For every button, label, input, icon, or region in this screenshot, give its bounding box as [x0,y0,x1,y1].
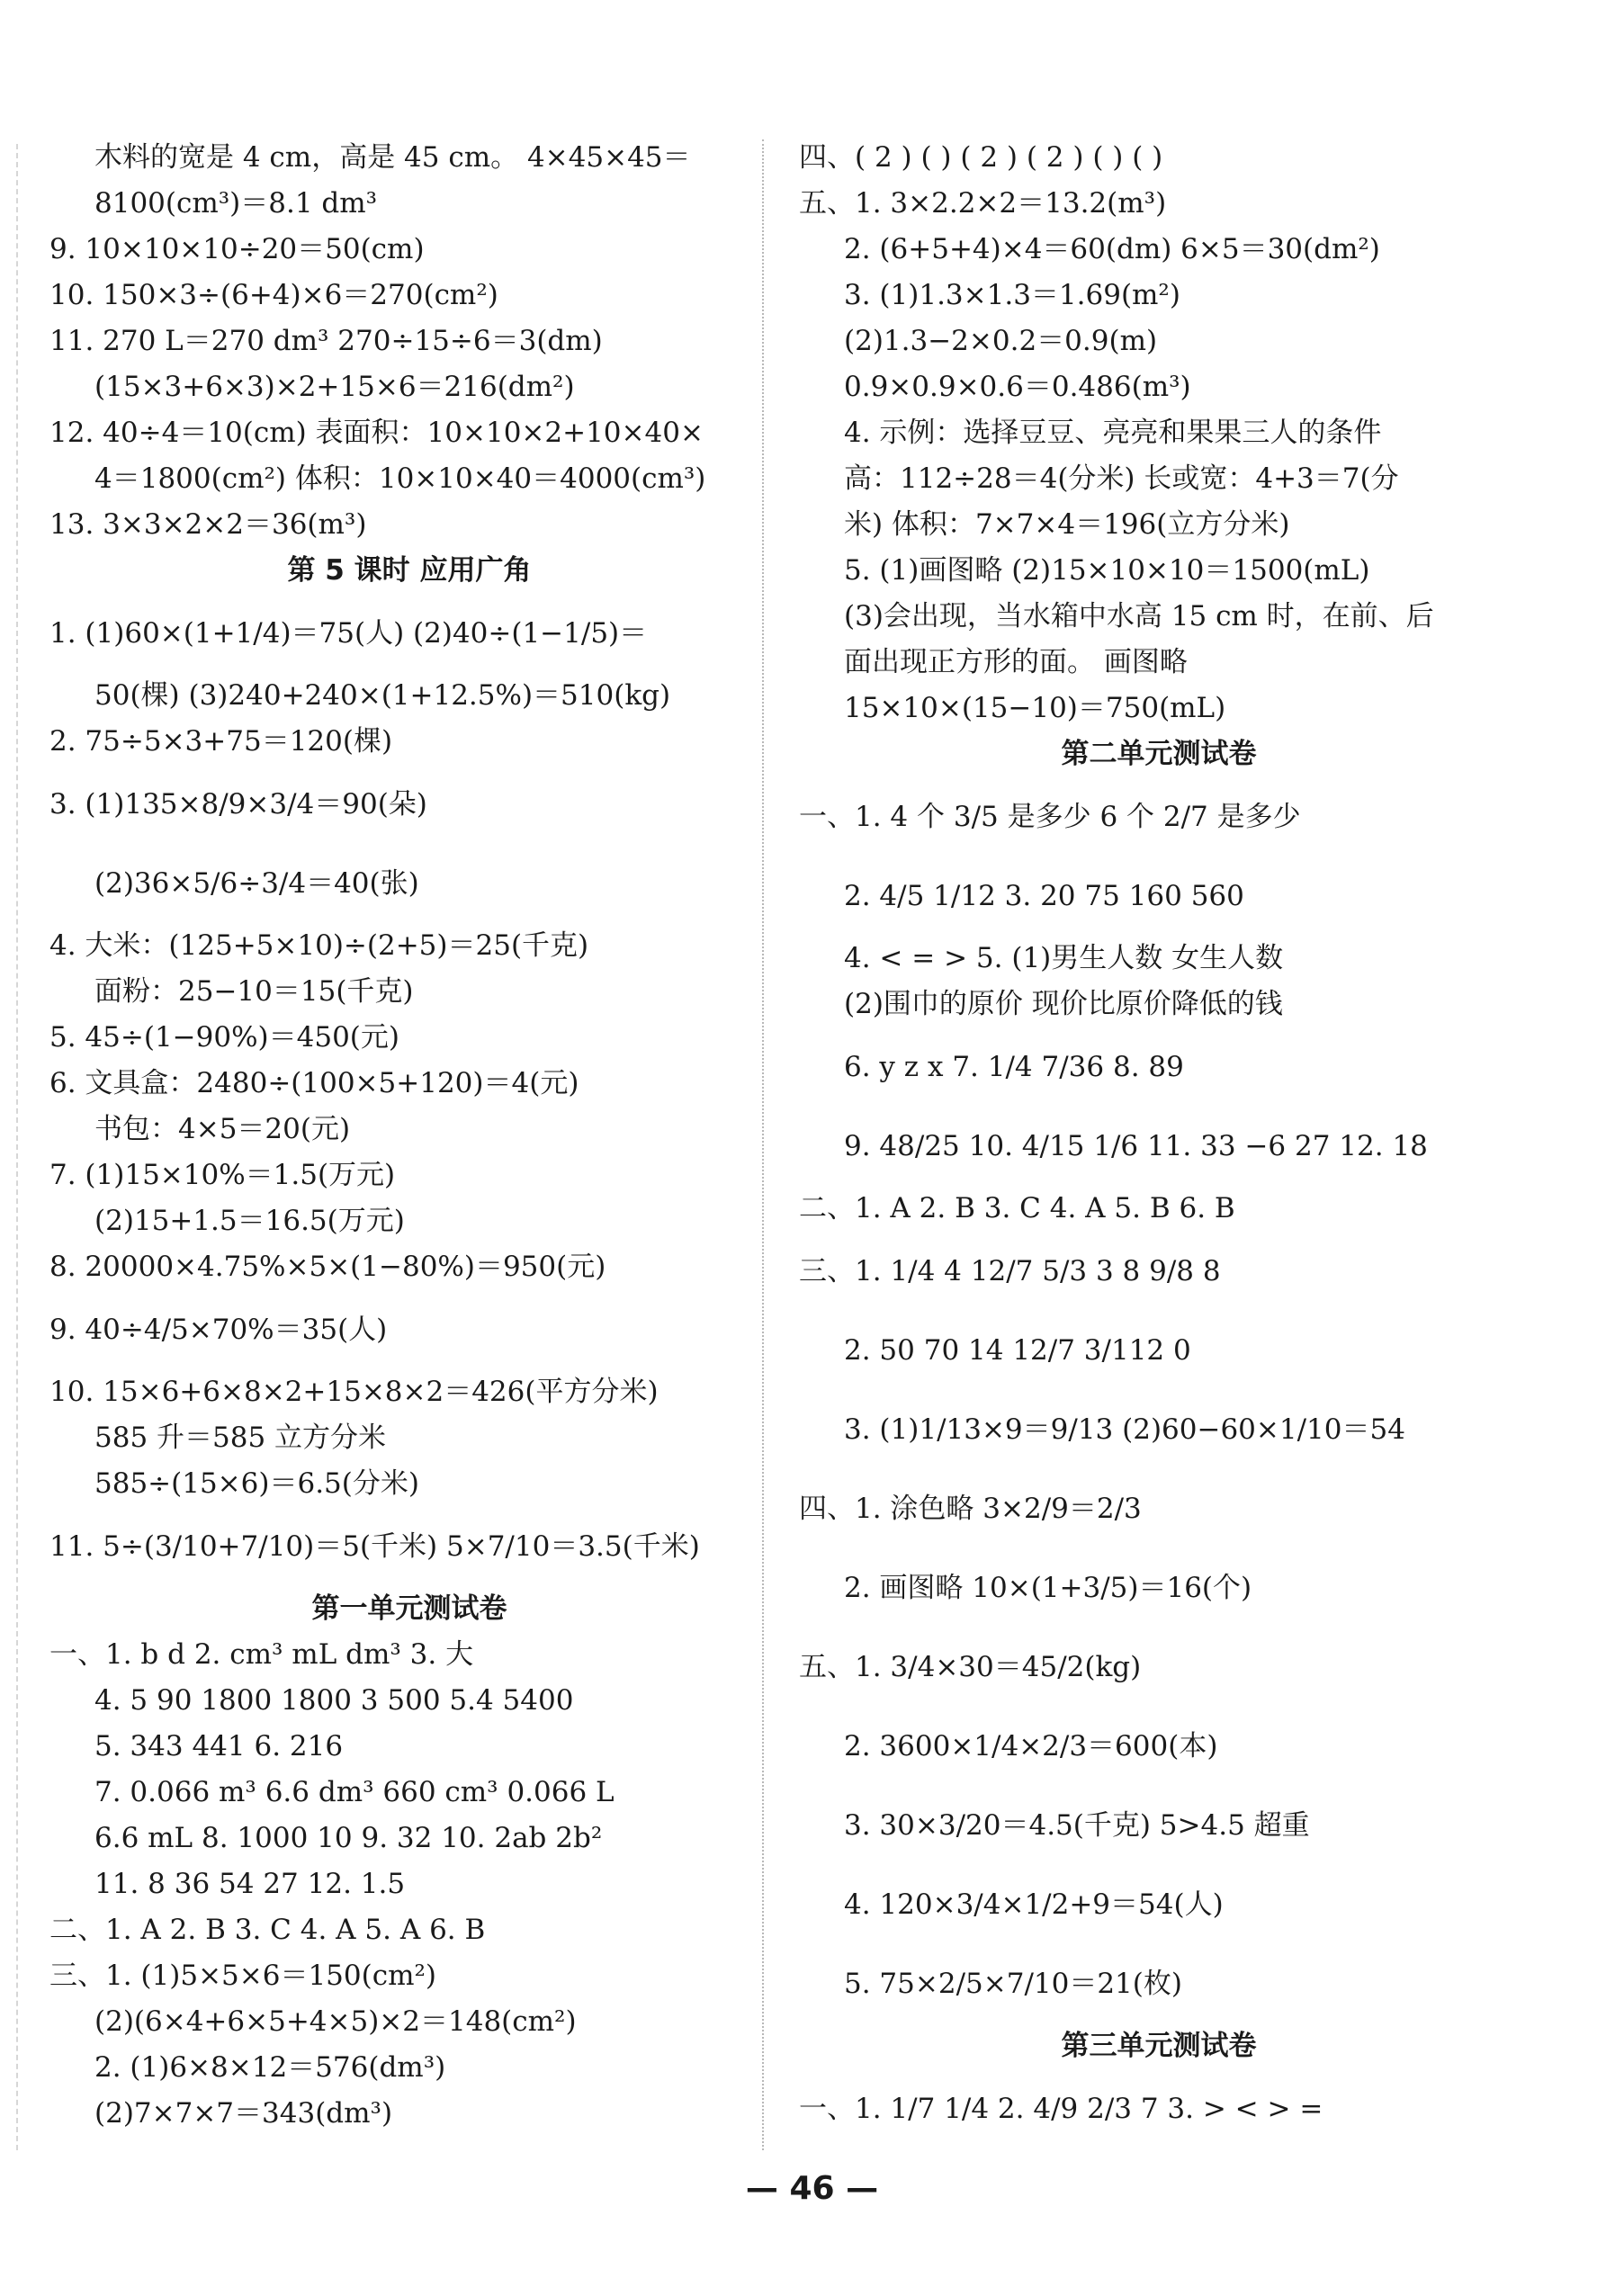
answer-line: 二、1. A 2. B 3. C 4. A 5. B 6. B [799,1192,1235,1224]
answer-line: 4＝1800(cm²) 体积：10×10×40＝4000(cm³) [94,462,706,495]
answer-line: (2)围巾的原价 现价比原价降低的钱 [844,988,1283,1020]
answer-line: 2. (1)6×8×12＝576(dm³) [94,2051,446,2084]
answer-line: 9. 40÷4/5×70%＝35(人) [49,1314,388,1346]
answer-line: 一、1. b d 2. cm³ mL dm³ 3. 大 [49,1638,474,1671]
section-heading: 第 5 课时 应用广角 [287,554,532,587]
answer-line: 11. 8 36 54 27 12. 1.5 [94,1868,406,1900]
answer-line: 7. (1)15×10%＝1.5(万元) [49,1159,396,1191]
answer-line: 四、( 2 ) ( ) ( 2 ) ( 2 ) ( ) ( ) [799,141,1163,174]
answer-line: 3. (1)1/13×9＝9/13 (2)60−60×1/10＝54 [844,1413,1405,1446]
answer-line: 2. 75÷5×3+75＝120(棵) [49,725,393,758]
answer-line: 8100(cm³)＝8.1 dm³ [94,187,378,220]
answer-line: 书包：4×5＝20(元) [94,1113,351,1145]
right-column [799,135,1519,2148]
answer-line: 五、1. 3×2.2×2＝13.2(m³) [799,187,1167,220]
answer-line: 一、1. 1/7 1/4 2. 4/9 2/3 7 3. > < > = [799,2093,1323,2125]
left-column [49,135,769,2137]
page-number: — 46 — [745,2170,879,2207]
answer-line: 9. 10×10×10÷20＝50(cm) [49,233,425,265]
answer-line: 11. 5÷(3/10+7/10)＝5(千米) 5×7/10＝3.5(千米) [49,1530,700,1563]
column-divider [762,139,764,2150]
answer-line: 8. 20000×4.75%×5×(1−80%)＝950(元) [49,1251,606,1283]
answer-line: (2)(6×4+6×5+4×5)×2＝148(cm²) [94,2005,577,2038]
answer-line: 7. 0.066 m³ 6.6 dm³ 660 cm³ 0.066 L [94,1776,615,1808]
answer-line: 12. 40÷4＝10(cm) 表面积：10×10×2+10×40× [49,417,704,449]
answer-line: 四、1. 涂色略 3×2/9＝2/3 [799,1493,1142,1525]
answer-line: 5. 343 441 6. 216 [94,1730,344,1762]
answer-line: 2. 4/5 1/12 3. 20 75 160 560 [844,880,1244,912]
answer-line: 1. (1)60×(1+1/4)＝75(人) (2)40÷(1−1/5)＝ [49,617,648,650]
answer-line: 面粉：25−10＝15(千克) [94,975,414,1008]
answer-line: 4. 5 90 1800 1800 3 500 5.4 5400 [94,1684,574,1717]
answer-line: 4. 大米：(125+5×10)÷(2+5)＝25(千克) [49,929,589,962]
binding-edge-mark [16,144,18,2150]
answer-line: 0.9×0.9×0.6＝0.486(m³) [844,371,1191,403]
section-heading: 第三单元测试卷 [1061,2030,1257,2062]
answer-line: 11. 270 L＝270 dm³ 270÷15÷6＝3(dm) [49,325,603,357]
answer-line: 三、1. 1/4 4 12/7 5/3 3 8 9/8 8 [799,1255,1221,1287]
answer-line: 6.6 mL 8. 1000 10 9. 32 10. 2ab 2b² [94,1822,603,1854]
answer-line: 13. 3×3×2×2＝36(m³) [49,508,367,541]
answer-line: 2. 50 70 14 12/7 3/112 0 [844,1334,1191,1367]
answer-line: (2)36×5/6÷3/4＝40(张) [94,867,419,900]
answer-line: 5. 75×2/5×7/10＝21(枚) [844,1968,1182,2000]
answer-line: (3)会出现，当水箱中水高 15 cm 时，在前、后 [844,600,1434,632]
answer-line: (2)1.3−2×0.2＝0.9(m) [844,325,1158,357]
answer-line: 585÷(15×6)＝6.5(分米) [94,1467,419,1500]
answer-line: 5. (1)画图略 (2)15×10×10＝1500(mL) [844,554,1370,587]
answer-line: 面出现正方形的面。 画图略 [844,646,1188,678]
answer-line: 4. < = > 5. (1)男生人数 女生人数 [844,942,1284,974]
answer-line: 15×10×(15−10)＝750(mL) [844,692,1226,724]
answer-line: 10. 15×6+6×8×2+15×8×2＝426(平方分米) [49,1376,659,1408]
answer-line: 3. 30×3/20＝4.5(千克) 5>4.5 超重 [844,1809,1310,1842]
answer-line: 2. 画图略 10×(1+3/5)＝16(个) [844,1572,1252,1604]
answer-line: 50(棵) (3)240+240×(1+12.5%)＝510(kg) [94,679,671,712]
answer-line: 4. 120×3/4×1/2+9＝54(人) [844,1888,1224,1921]
answer-line: 高：112÷28＝4(分米) 长或宽：4+3＝7(分 [844,462,1399,495]
answer-line: 木料的宽是 4 cm，高是 45 cm。 4×45×45＝ [94,141,691,174]
answer-line: 2. (6+5+4)×4＝60(dm) 6×5＝30(dm²) [844,233,1380,265]
answer-line: 9. 48/25 10. 4/15 1/6 11. 33 −6 27 12. 18 [844,1130,1428,1162]
answer-line: 5. 45÷(1−90%)＝450(元) [49,1021,399,1054]
section-heading: 第二单元测试卷 [1061,738,1257,770]
answer-line: 6. 文具盒：2480÷(100×5+120)＝4(元) [49,1067,579,1099]
answer-line: 五、1. 3/4×30＝45/2(kg) [799,1651,1142,1683]
answer-line: 3. (1)135×8/9×3/4＝90(朵) [49,788,427,821]
answer-line: 米) 体积：7×7×4＝196(立方分米) [844,508,1290,541]
answer-line: 三、1. (1)5×5×6＝150(cm²) [49,1960,437,1992]
answer-line: 6. y z x 7. 1/4 7/36 8. 89 [844,1051,1184,1083]
answer-line: 4. 示例：选择豆豆、亮亮和果果三人的条件 [844,417,1382,449]
answer-line: (15×3+6×3)×2+15×6＝216(dm²) [94,371,575,403]
answer-line: 585 升＝585 立方分米 [94,1422,387,1454]
answer-line: 二、1. A 2. B 3. C 4. A 5. A 6. B [49,1914,486,1946]
answer-line: 2. 3600×1/4×2/3＝600(本) [844,1730,1218,1762]
answer-line: 一、1. 4 个 3/5 是多少 6 个 2/7 是多少 [799,801,1301,833]
section-heading: 第一单元测试卷 [311,1592,507,1625]
answer-line: 3. (1)1.3×1.3＝1.69(m²) [844,279,1180,311]
answer-line: (2)7×7×7＝343(dm³) [94,2097,393,2130]
answer-line: 10. 150×3÷(6+4)×6＝270(cm²) [49,279,498,311]
answer-line: (2)15+1.5＝16.5(万元) [94,1205,405,1237]
